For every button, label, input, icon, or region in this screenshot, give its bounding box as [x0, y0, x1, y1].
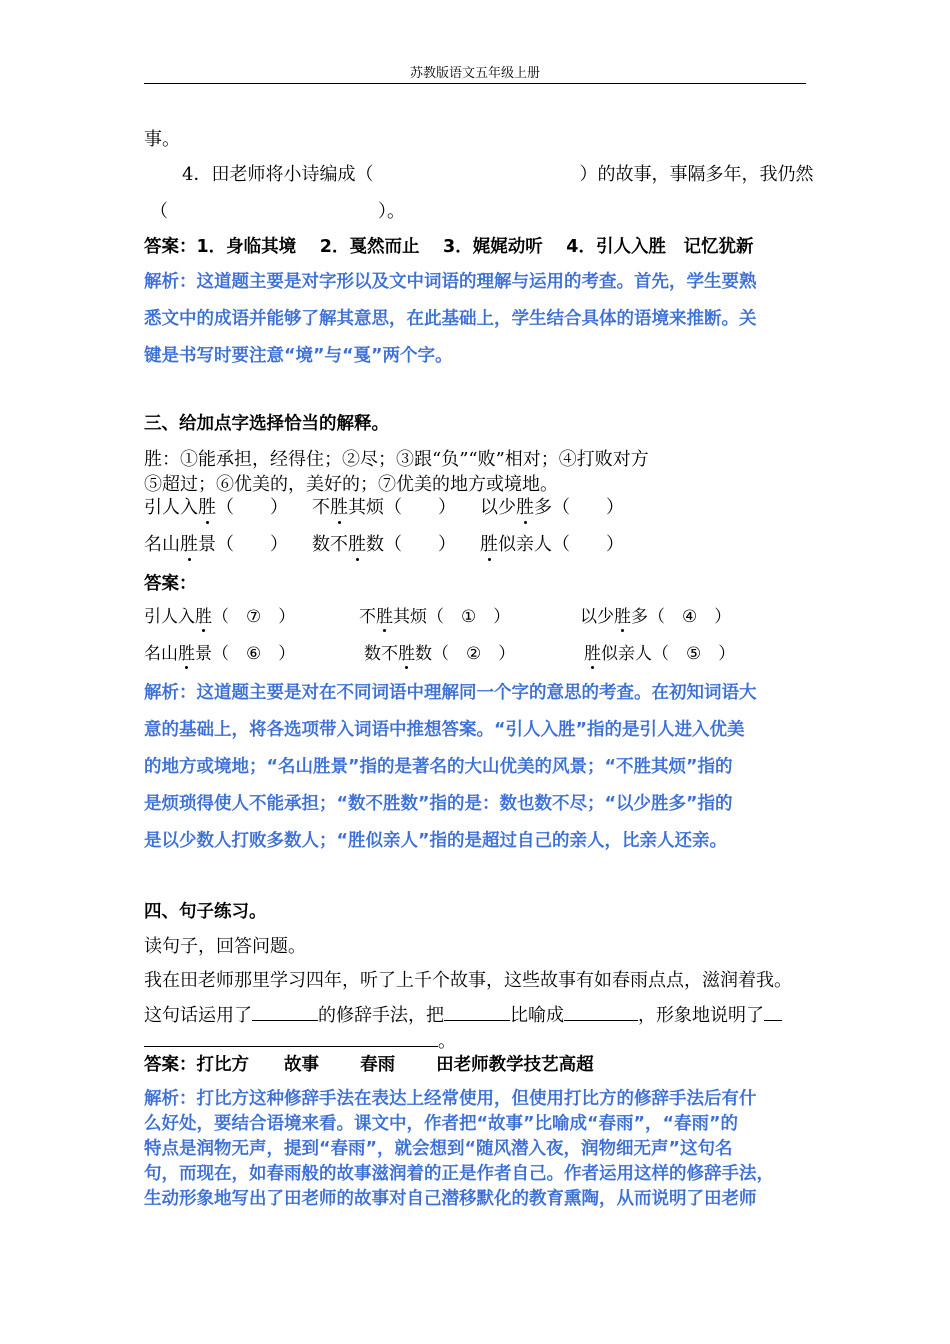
answer-item: [364, 639, 515, 664]
analysis-line: 的地方或境地；“名山胜景”指的是著名的大山优美的风景；“不胜其烦”指的: [144, 757, 733, 777]
answer-item: [584, 639, 735, 664]
analysis-line: 解析：打比方这种修辞手法在表达上经常使用，但使用打比方的修辞手法后有什: [144, 1089, 757, 1109]
analysis-line: 解析：这道题主要是对字形以及文中词语的理解与运用的考查。首先，学生要熟: [144, 272, 757, 292]
item-post: （ ⑦ ）: [212, 607, 296, 627]
answer-item: [580, 602, 731, 627]
answer-item: [144, 639, 295, 664]
answer-item: [359, 602, 510, 627]
blank-line: [144, 1030, 438, 1047]
question-4-line2: [150, 197, 405, 223]
blank-line: [764, 1004, 782, 1021]
analysis-line: 句，而现在，如春雨般的故事滋润着的正是作者自己。作者运用这样的修辞手法，: [144, 1164, 774, 1184]
answer-item: [144, 602, 295, 627]
question-item: [480, 530, 624, 556]
dotted-char: 胜: [516, 493, 534, 519]
item-pre: 以少: [480, 497, 516, 518]
dotted-char: 胜: [480, 530, 498, 556]
item-post: 多（ ）: [534, 497, 624, 518]
item-post: 其烦（ ）: [348, 497, 456, 518]
analysis-line: 么好处，要结合语境来看。课文中，作者把“故事”比喻成“春雨”，“春雨”的: [144, 1114, 739, 1134]
dotted-char: 胜: [584, 639, 601, 664]
answer-section2: 答案：1．身临其境 2．戛然而止 3．娓娓动听 4．引人入胜 记忆犹新: [144, 237, 754, 257]
blank-line: [564, 1004, 638, 1021]
item-pre: 不: [359, 607, 376, 627]
dotted-char: 胜: [376, 602, 393, 627]
section3-heading: 三、给加点字选择恰当的解释。: [144, 414, 389, 434]
instruction: 读句子，回答问题。: [144, 936, 306, 957]
question-item: [480, 493, 624, 519]
q-end: 。: [438, 1031, 456, 1052]
q4-open: （: [150, 201, 168, 222]
q-part: 比喻成: [510, 1005, 564, 1026]
item-post: 数（ ② ）: [415, 644, 516, 664]
q-part: 的修辞手法，把: [318, 1005, 444, 1026]
analysis-line: 悉文中的成语并能够了解其意思，在此基础上，学生结合具体的语境来推断。关: [144, 309, 757, 329]
q4-close: ）。: [378, 201, 405, 222]
item-pre: 数不: [364, 644, 398, 664]
text-line: 事。: [144, 129, 180, 150]
analysis-line: 特点是润物无声，提到“春雨”，就会想到“随风潜入夜，润物细无声”这句名: [144, 1139, 733, 1159]
analysis-line: 键是书写时要注意“境”与“戛”两个字。: [144, 346, 453, 366]
header-rule: [144, 83, 806, 84]
analysis-line: 解析：这道题主要是对在不同词语中理解同一个字的意思的考查。在初知词语大: [144, 683, 757, 703]
sentence: 我在田老师那里学习四年，听了上千个故事，这些故事有如春雨点点，滋润着我。: [144, 970, 792, 991]
analysis-line: 是烦琐得使人不能承担；“数不胜数”指的是：数也数不尽；“以少胜多”指的: [144, 794, 733, 814]
q4-prefix: 4．田老师将小诗编成（: [182, 164, 374, 185]
item-pre: 引人入: [144, 607, 195, 627]
dotted-char: 胜: [330, 493, 348, 519]
item-pre: 引人入: [144, 497, 198, 518]
answer-label: 答案：: [144, 574, 197, 594]
q-part: ，形象地说明了: [638, 1005, 764, 1026]
dotted-char: 胜: [198, 493, 216, 519]
dotted-char: 胜: [614, 602, 631, 627]
question-item: [144, 493, 288, 519]
fill-question-line2: [144, 1027, 456, 1053]
q-part: 这句话运用了: [144, 1005, 252, 1026]
dotted-char: 胜: [195, 602, 212, 627]
item-post: （ ）: [216, 497, 288, 518]
item-post: 其烦（ ① ）: [393, 607, 511, 627]
fill-question: [144, 1001, 782, 1027]
answer-section4: 答案：打比方 故事 春雨 田老师教学技艺高超: [144, 1055, 594, 1075]
definition-line: 胜：①能承担，经得住；②尽；③跟“负”“败”相对；④打败对方: [144, 449, 649, 470]
dotted-char: 胜: [178, 639, 195, 664]
item-post: 似亲人（ ⑤ ）: [601, 644, 736, 664]
item-pre: 数不: [312, 534, 348, 555]
blank-line: [252, 1004, 318, 1021]
dotted-char: 胜: [348, 530, 366, 556]
analysis-line: 是以少数人打败多数人；“胜似亲人”指的是超过自己的亲人，比亲人还亲。: [144, 831, 728, 851]
question-item: [312, 493, 456, 519]
item-pre: 以少: [580, 607, 614, 627]
blank-line: [444, 1004, 510, 1021]
analysis-line: 意的基础上，将各选项带入词语中推想答案。“引人入胜”指的是引人进入优美: [144, 720, 745, 740]
q4-mid: ）的故事，事隔多年，我仍然: [579, 164, 814, 185]
question-item: [144, 530, 288, 556]
dotted-char: 胜: [180, 530, 198, 556]
dotted-char: 胜: [398, 639, 415, 664]
analysis-line: 生动形象地写出了田老师的故事对自己潜移默化的教育熏陶，从而说明了田老师: [144, 1189, 757, 1209]
section4-heading: 四、句子练习。: [144, 902, 267, 922]
item-post: 景（ ）: [198, 534, 288, 555]
item-pre: 不: [312, 497, 330, 518]
item-post: 景（ ⑥ ）: [195, 644, 296, 664]
question-4: [182, 160, 813, 186]
item-post: 数（ ）: [366, 534, 456, 555]
item-pre: 名山: [144, 534, 180, 555]
definition-line: ⑤超过；⑥优美的，美好的；⑦优美的地方或境地。: [144, 474, 558, 495]
item-pre: 名山: [144, 644, 178, 664]
item-post: 似亲人（ ）: [498, 534, 624, 555]
page-header: 苏教版语文五年级上册: [409, 66, 540, 81]
question-item: [312, 530, 456, 556]
item-post: 多（ ④ ）: [631, 607, 732, 627]
